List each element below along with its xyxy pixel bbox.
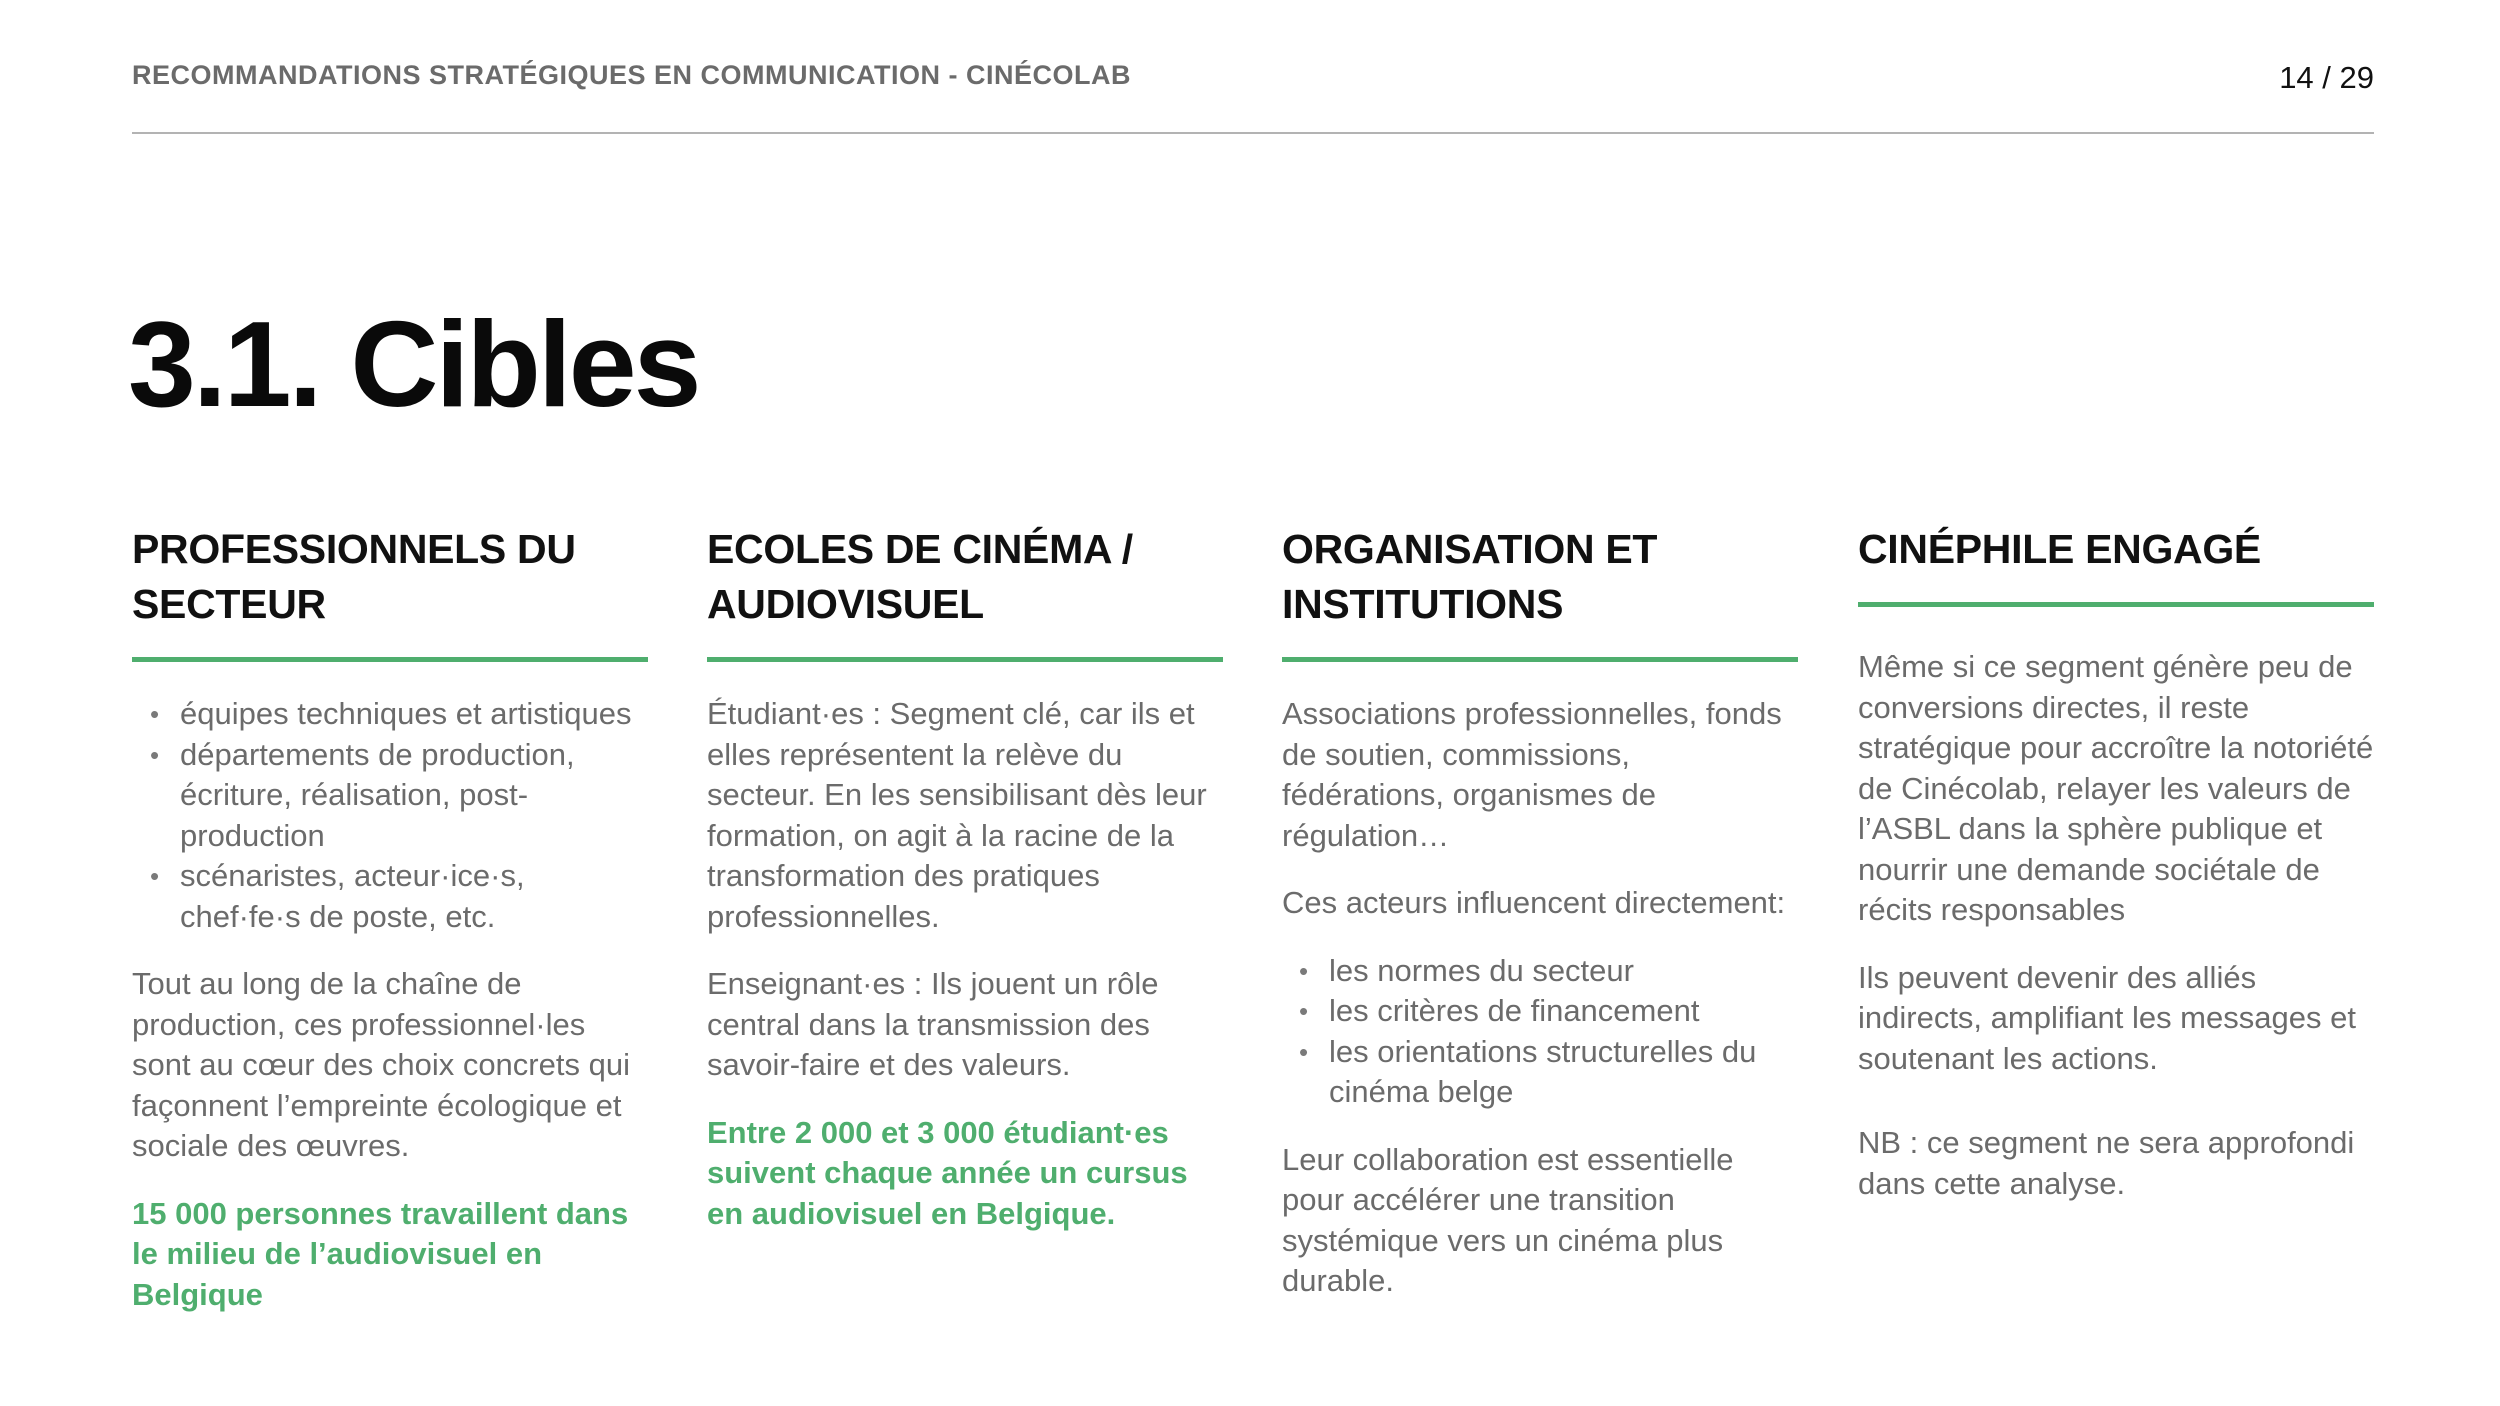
- paragraph: Ils peuvent devenir des alliés indirects, amplifiant les messages et soutenant les actions.: [1858, 959, 2356, 1076]
- green-divider: [707, 657, 1223, 662]
- list-item: • les orientations structurelles du cinéma belge: [1329, 1032, 1798, 1113]
- green-divider: [132, 657, 648, 662]
- paragraph: Étudiant·es : Segment clé, car ils et elles représentent la relève du secteur. En les sensibilisant dès leur formation, on agit à la racine de la transformation des pratiques professionnelles.: [707, 696, 1207, 934]
- column-cinephile: [1858, 522, 2374, 1231]
- paragraph: Enseignant·es : Ils jouent un rôle central dans la transmission des savoir-faire et des valeurs.: [707, 966, 1159, 1082]
- page-header: [132, 56, 2374, 134]
- column-title: [1282, 522, 1798, 632]
- column-professionnels: [132, 522, 648, 1315]
- list-item: • départements de production, écriture, réalisation, post-production: [180, 735, 648, 857]
- paragraph: Même si ce segment génère peu de conversions directes, il reste stratégique pour accroître la notoriété de Cinécolab, relayer les valeurs de l’ASBL dans la sphère publique et nourrir une demande sociétale de récits responsables: [1858, 649, 2374, 927]
- paragraph: Leur collaboration est essentielle pour accélérer une transition systémique vers un cinéma plus durable.: [1282, 1141, 1734, 1298]
- green-divider: [1282, 657, 1798, 662]
- column-title-line: SECTEUR: [132, 581, 326, 627]
- list-item: • les normes du secteur: [1329, 951, 1798, 992]
- note-paragraph: NB : ce segment ne sera approfondi dans cette analyse.: [1858, 1125, 2355, 1201]
- column-title-line: PROFESSIONNELS DU: [132, 526, 576, 572]
- column-title-line: ORGANISATION ET: [1282, 526, 1658, 572]
- paragraph: Tout au long de la chaîne de production, ces professionnel·les sont au cœur des choix concrets qui façonnent l’empreinte écologique et sociale des œuvres.: [132, 966, 630, 1163]
- column-title: [1858, 522, 2374, 577]
- column-title: [132, 522, 648, 632]
- column-organisations: [1282, 522, 1798, 1329]
- column-title-line: CINÉPHILE ENGAGÉ: [1858, 526, 2261, 572]
- column-title-line: ECOLES DE CINÉMA /: [707, 526, 1133, 572]
- column-ecoles: [707, 522, 1223, 1234]
- list-item: • les critères de financement: [1329, 991, 1798, 1032]
- section-title: 3.1. Cibles: [128, 296, 699, 432]
- list-item: • scénaristes, acteur·ice·s, chef·fe·s de poste, etc.: [180, 856, 648, 937]
- list-item: • équipes techniques et artistiques: [180, 694, 648, 735]
- highlight-statistic: 15 000 personnes travaillent dans le milieu de l’audiovisuel en Belgique: [132, 1195, 629, 1312]
- bullet-list: [1282, 951, 1798, 1113]
- green-divider: [1858, 602, 2374, 607]
- page-number: 14 / 29: [2279, 60, 2374, 95]
- bullet-list: [132, 694, 648, 937]
- column-title-line: AUDIOVISUEL: [707, 581, 984, 627]
- paragraph: Associations professionnelles, fonds de soutien, commissions, fédérations, organismes de régulation…: [1282, 696, 1782, 853]
- column-title-line: INSTITUTIONS: [1282, 581, 1564, 627]
- highlight-statistic: Entre 2 000 et 3 000 étudiant·es suivent chaque année un cursus en audiovisuel en Belgique.: [707, 1114, 1188, 1231]
- column-title: [707, 522, 1223, 632]
- document-title: RECOMMANDATIONS STRATÉGIQUES EN COMMUNICATION - CINÉCOLAB: [132, 60, 1131, 90]
- paragraph: Ces acteurs influencent directement:: [1282, 885, 1786, 920]
